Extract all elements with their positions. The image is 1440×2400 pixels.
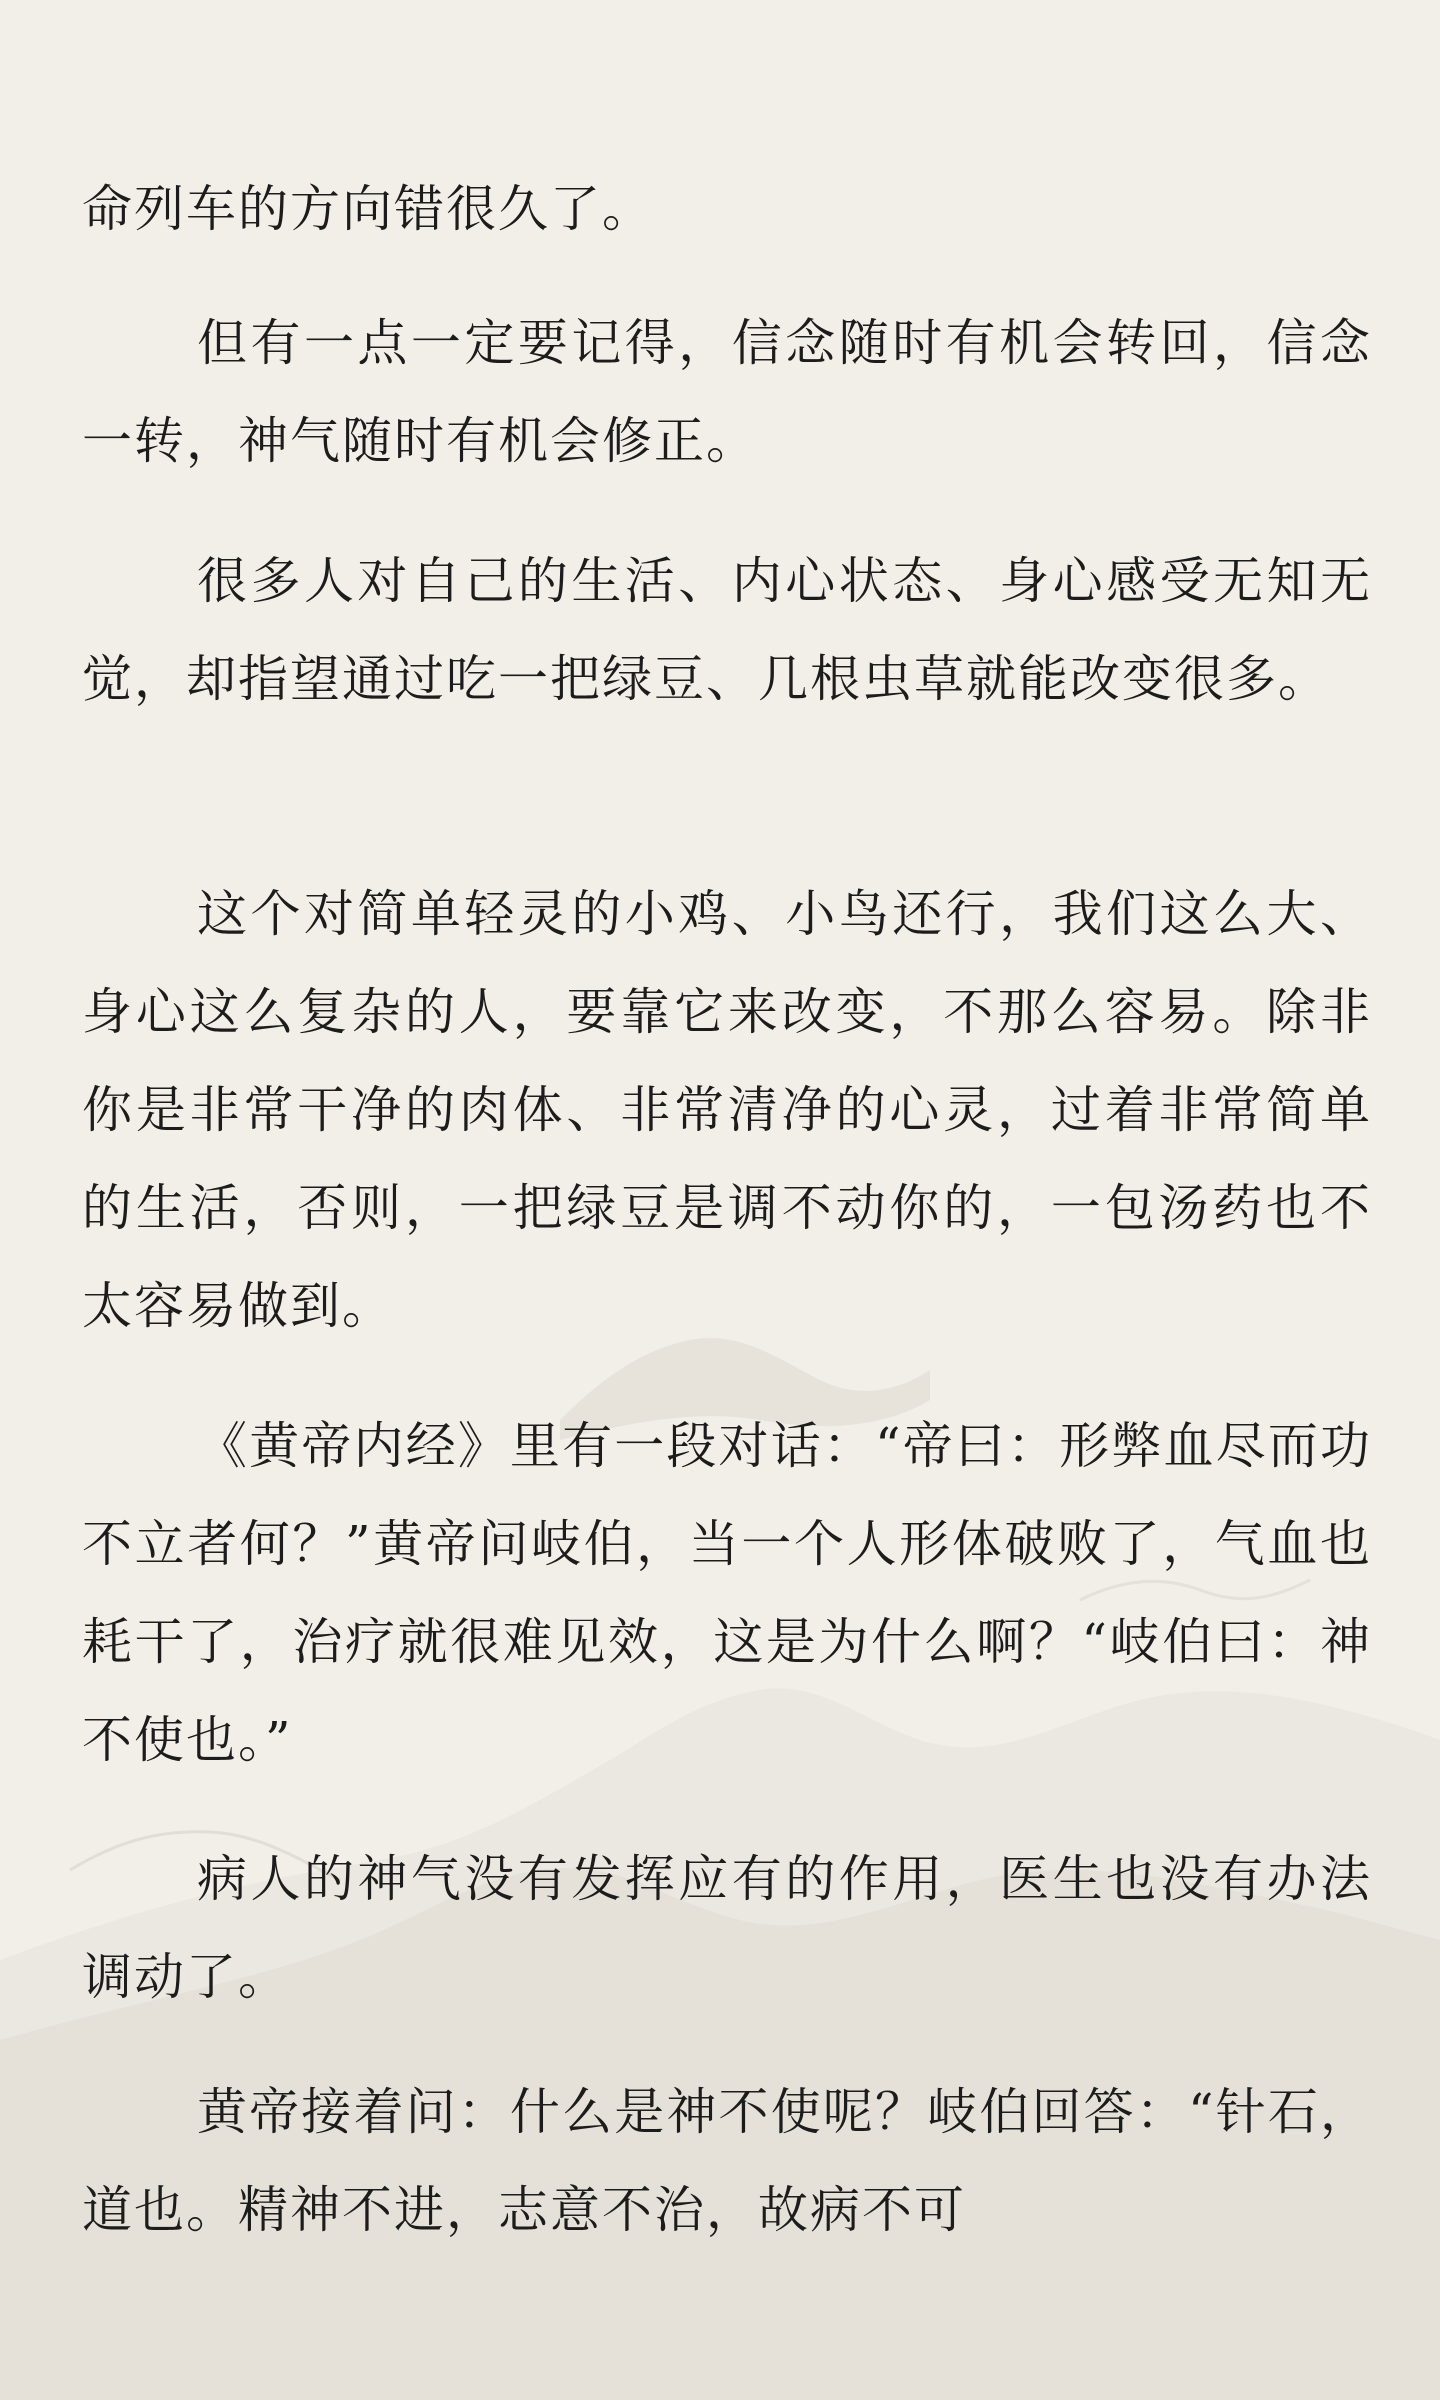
paragraph: 这个对简单轻灵的小鸡、小鸟还行，我们这么大、身心这么复杂的人，要靠它来改变，不那么容易。除非你是非常干净的肉体、非常清净的心灵，过着非常简单的生活，否则，一把绿豆是调不动你的，一包汤药也不太容易做到。 [82, 885, 1372, 1335]
paragraph-continued: 命列车的方向错很久了。 [82, 180, 654, 238]
paragraph: 很多人对自己的生活、内心状态、身心感受无知无觉，却指望通过吃一把绿豆、几根虫草就能改变很多。 [82, 552, 1372, 708]
paragraph-truncated: 黄帝接着问：什么是神不使呢？岐伯回答：“针石，道也。精神不进，志意不治，故病不可 [82, 2083, 1372, 2239]
paragraph-quote: 《黄帝内经》里有一段对话：“帝曰：形弊血尽而功不立者何？”黄帝问岐伯，当一个人形体破败了，气血也耗干了，治疗就很难见效，这是为什么啊？“岐伯曰：神不使也。” [82, 1417, 1372, 1769]
paragraph: 但有一点一定要记得，信念随时有机会转回，信念一转，神气随时有机会修正。 [82, 314, 1372, 470]
paragraph: 病人的神气没有发挥应有的作用，医生也没有办法调动了。 [82, 1850, 1372, 2006]
